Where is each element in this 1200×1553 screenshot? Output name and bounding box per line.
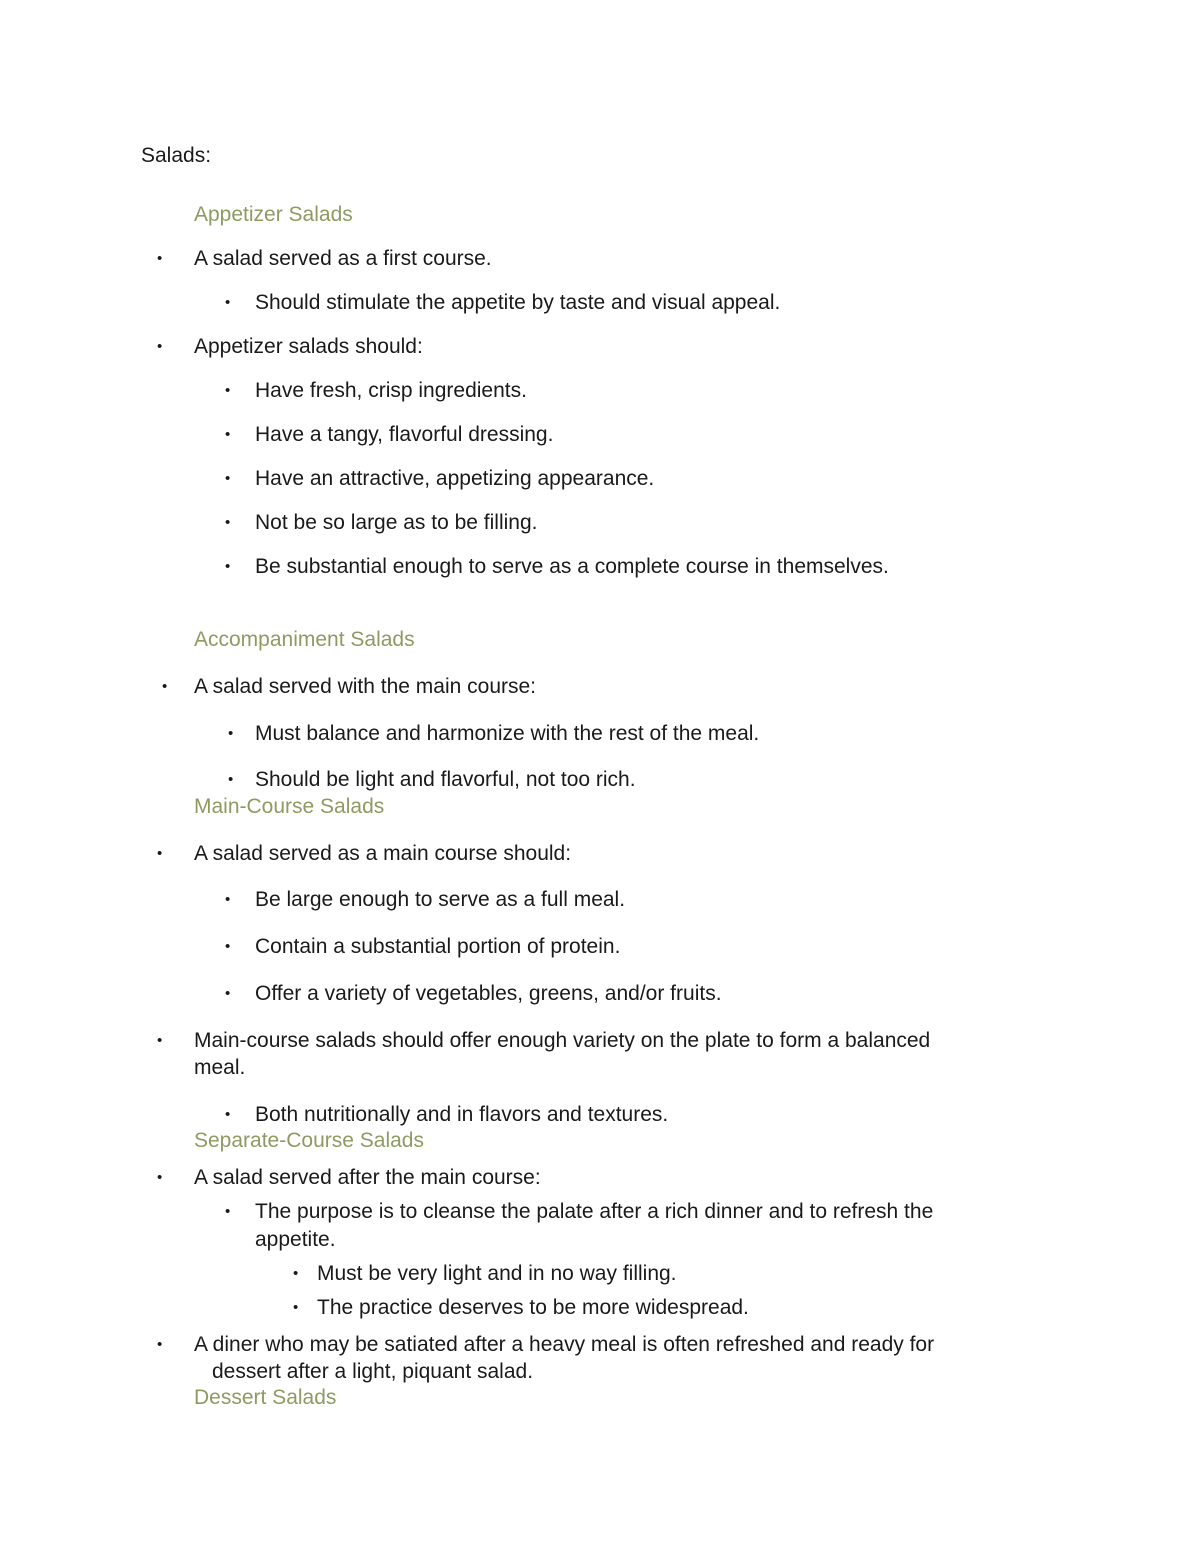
list-item: Offer a variety of vegetables, greens, and/or fruits. [255,982,722,1005]
section-heading-dessert: Dessert Salads [194,1386,337,1409]
list-item-continuation: dessert after a light, piquant salad. [212,1360,534,1383]
list-item: Be large enough to serve as a full meal. [255,888,626,911]
bullet-icon: • [225,1203,231,1220]
list-item: A salad served after the main course: [194,1166,541,1189]
list-item: Appetizer salads should: [194,335,423,358]
list-item: Have a tangy, flavorful dressing. [255,423,554,446]
bullet-icon: • [225,426,231,443]
bullet-icon: • [157,250,163,267]
list-item: A salad served with the main course: [194,675,537,698]
bullet-icon: • [293,1265,299,1282]
bullet-icon: • [225,294,231,311]
bullet-icon: • [225,1106,231,1123]
list-item-continuation: appetite. [255,1228,336,1251]
bullet-icon: • [293,1299,299,1316]
section-heading-appetizer: Appetizer Salads [194,203,353,226]
list-item: The purpose is to cleanse the palate after a rich dinner and to refresh the [255,1200,934,1223]
bullet-icon: • [225,985,231,1002]
bullet-icon: • [225,558,231,575]
list-item: Must balance and harmonize with the rest of the meal. [255,722,760,745]
bullet-icon: • [225,891,231,908]
list-item: A salad served as a main course should: [194,842,572,865]
section-heading-accompaniment: Accompaniment Salads [194,628,415,651]
bullet-icon: • [228,725,234,742]
list-item: Must be very light and in no way filling. [317,1262,677,1285]
list-item: Should stimulate the appetite by taste and visual appeal. [255,291,781,314]
list-item: Main-course salads should offer enough variety on the plate to form a balanced [194,1029,931,1052]
section-heading-main-course: Main-Course Salads [194,795,385,818]
list-item: The practice deserves to be more widespread. [317,1296,749,1319]
bullet-icon: • [157,1336,163,1353]
bullet-icon: • [225,382,231,399]
document-title: Salads: [141,144,212,167]
list-item-continuation: meal. [194,1056,246,1079]
bullet-icon: • [225,938,231,955]
list-item: A salad served as a first course. [194,247,492,270]
list-item: A diner who may be satiated after a heavy meal is often refreshed and ready for [194,1333,935,1356]
bullet-icon: • [157,845,163,862]
section-heading-separate-course: Separate-Course Salads [194,1129,424,1152]
bullet-icon: • [225,470,231,487]
list-item: Should be light and flavorful, not too rich. [255,768,636,791]
bullet-icon: • [157,1169,163,1186]
bullet-icon: • [228,771,234,788]
list-item: Have fresh, crisp ingredients. [255,379,527,402]
list-item: Have an attractive, appetizing appearance. [255,467,655,490]
list-item: Be substantial enough to serve as a complete course in themselves. [255,555,889,578]
list-item: Contain a substantial portion of protein. [255,935,621,958]
bullet-icon: • [157,338,163,355]
list-item: Both nutritionally and in flavors and textures. [255,1103,669,1126]
bullet-icon: • [225,514,231,531]
bullet-icon: • [162,678,168,695]
bullet-icon: • [157,1032,163,1049]
list-item: Not be so large as to be filling. [255,511,538,534]
